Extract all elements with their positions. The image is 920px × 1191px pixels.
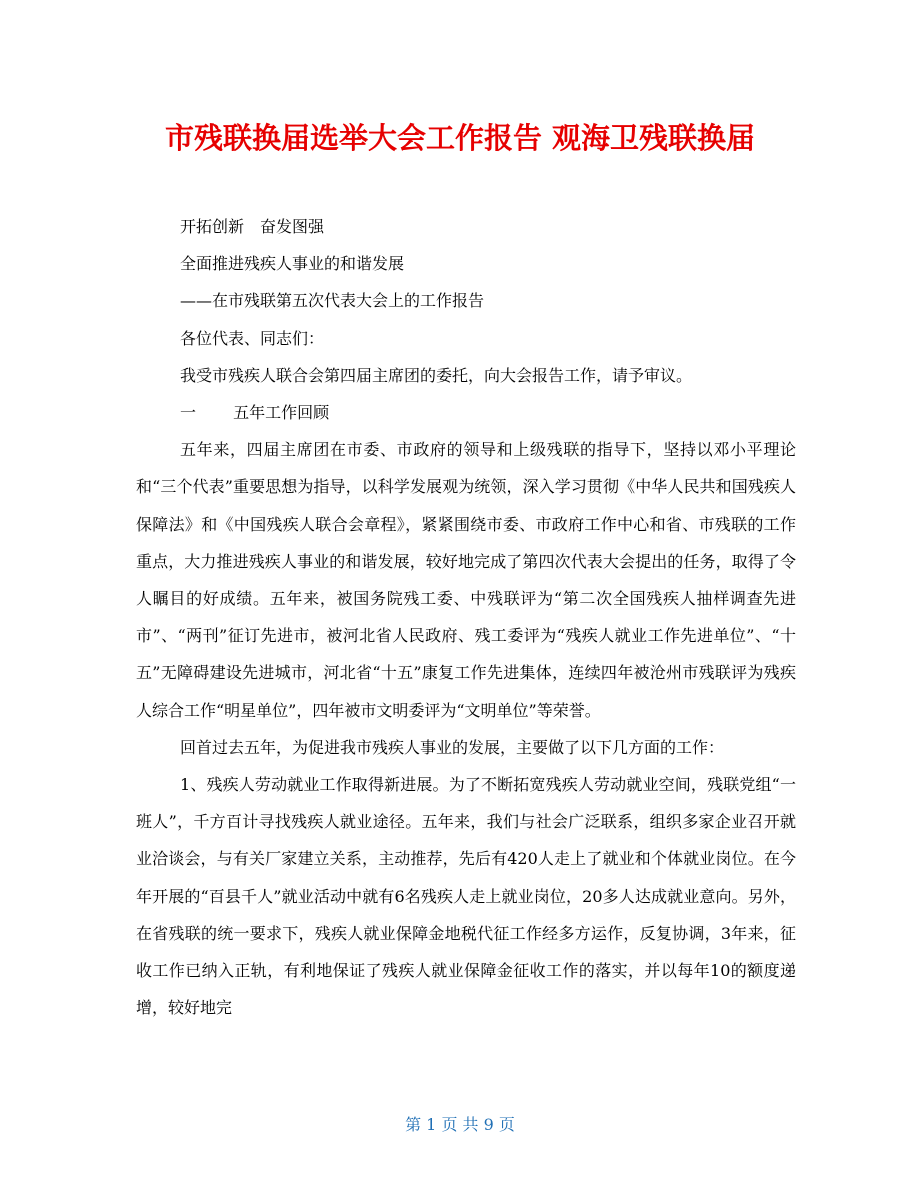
report-title-line: ——在市残联第五次代表大会上的工作报告 (180, 291, 485, 311)
document-body (136, 208, 796, 1026)
paragraph-review: 五年来，四届主席团在市委、市政府的领导和上级残联的指导下，坚持以邓小平理论和“三个代表”重要思想为指导，以科学发展观为统领，深入学习贯彻《中华人民共和国残疾人保障法》和《中国残疾人联合会章程》，紧紧围绕市委、市政府工作中心和省、市残联的工作重点，大力推进残疾人事业的和谐发展，较好地完成了第四次代表大会提出的任务，取得了令人瞩目的好成绩。五年来，被国务院残工委、中残联评为“第二次全国残疾人抽样调查先进市”、“两刊”征订先进市，被河北省人民政府、残工委评为“残疾人就业工作先进单位”、“十五”无障碍建设先进城市，河北省“十五”康复工作先进集体，连续四年被沧州市残联评为残疾人综合工作“明星单位”，四年被市文明委评为“文明单位”等荣誉。 (136, 440, 796, 720)
section-heading: 一 五年工作回顾 (180, 402, 330, 422)
document-title: 市残联换届选举大会工作报告 观海卫残联换届 (164, 121, 756, 155)
paragraph-employment: 1、残疾人劳动就业工作取得新进展。为了不断拓宽残疾人劳动就业空间，残联党组“一班人”，千方百计寻找残疾人就业途径。五年来，我们与社会广泛联系，组织多家企业召开就业洽谈会，与有关厂家建立关系，主动推荐，先后有420人走上了就业和个体就业岗位。在今年开展的“百县千人”就业活动中就有6名残疾人走上就业岗位，20多人达成就业意向。另外，在省残联的统一要求下，残疾人就业保障金地税代征工作经多方运作，反复协调，3年来，征收工作已纳入正轨，有利地保证了残疾人就业保障金征收工作的落实，并以每年10的额度递增，较好地完 (136, 774, 796, 1018)
motto-line: 开拓创新 奋发图强 (180, 217, 325, 236)
subtitle-line: 全面推进残疾人事业的和谐发展 (180, 254, 405, 274)
paragraph-lookback: 回首过去五年，为促进我市残疾人事业的发展，主要做了以下几方面的工作： (180, 737, 725, 757)
greeting-line: 各位代表、同志们： (180, 328, 325, 348)
page-footer: 第 1 页 共 9 页 (405, 1115, 515, 1134)
intro-line: 我受市残疾人联合会第四届主席团的委托，向大会报告工作，请予审议。 (180, 365, 693, 385)
